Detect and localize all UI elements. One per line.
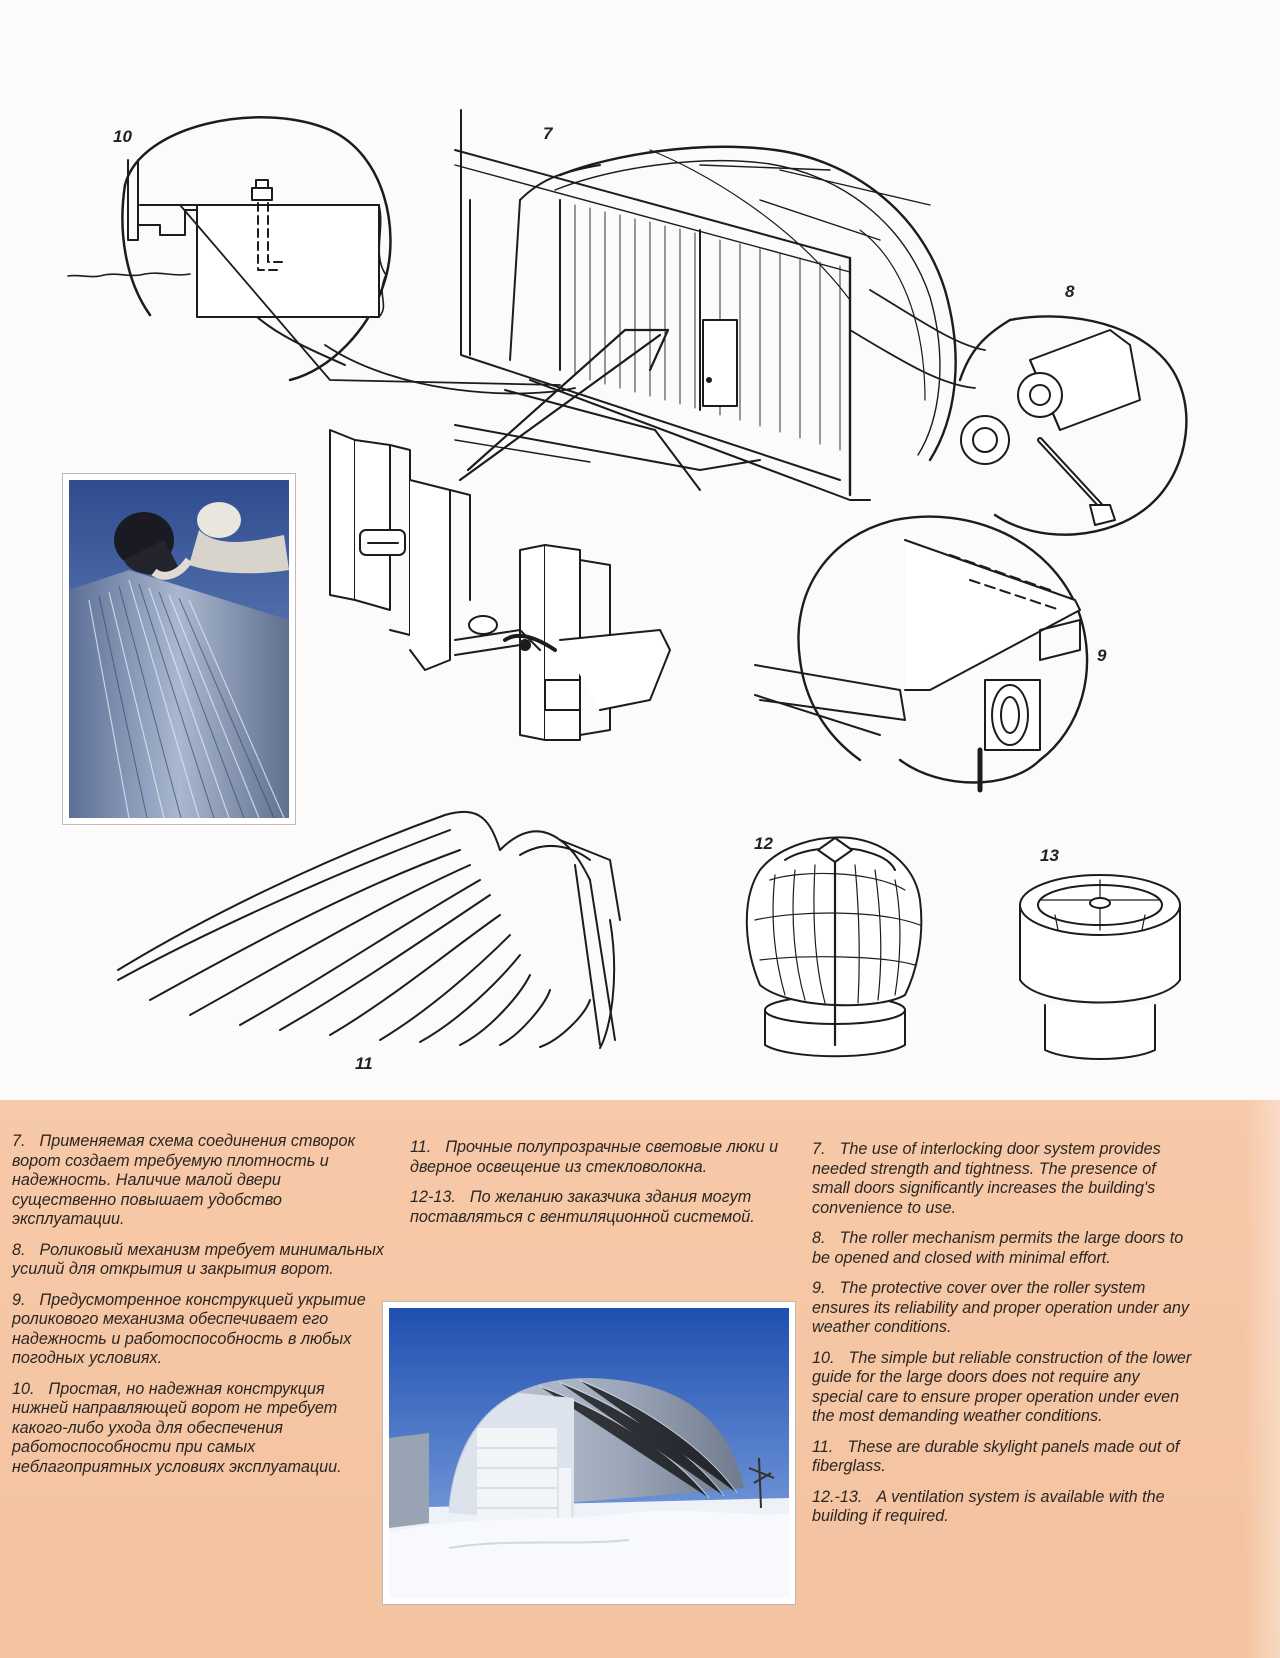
caption-text: The simple but reliable construction of the lower guide for the large doors does not require any special care to ensure proper operation under even the most demanding weather conditions. bbox=[812, 1348, 1192, 1425]
caption-en-11 bbox=[812, 1438, 1192, 1477]
photo-workers-on-roof-image bbox=[69, 480, 289, 818]
caption-en-12-13 bbox=[812, 1488, 1192, 1527]
caption-number: 12-13. bbox=[410, 1188, 456, 1206]
caption-text: Прочные полупрозрачные световые люки и дверное освещение из стекловолокна. bbox=[410, 1138, 779, 1176]
caption-number: 8. bbox=[12, 1240, 26, 1259]
caption-text: A ventilation system is available with the building if required. bbox=[812, 1487, 1165, 1525]
figure-13-static-ventilator bbox=[1020, 875, 1180, 1059]
caption-number: 9. bbox=[812, 1279, 826, 1297]
caption-number: 11. bbox=[410, 1138, 432, 1156]
caption-ru-9 bbox=[12, 1291, 384, 1369]
caption-text: Предусмотренное конструкцией укрытие роликового механизма обеспечивает его надежность и работоспособность в любых погодных условиях. bbox=[12, 1290, 366, 1367]
caption-number: 11. bbox=[812, 1437, 834, 1456]
figure-8-roller-mechanism bbox=[960, 316, 1186, 534]
caption-en-9 bbox=[812, 1279, 1192, 1338]
figure-11-skylight-panels bbox=[118, 812, 620, 1048]
caption-ru-11 bbox=[410, 1138, 782, 1177]
caption-text: The protective cover over the roller system ensures its reliability and proper operation under any weather conditions. bbox=[812, 1279, 1190, 1336]
caption-text: Роликовый механизм требует минимальных усилий для открытия и закрытия ворот. bbox=[12, 1240, 385, 1278]
caption-ru-12-13 bbox=[410, 1188, 782, 1227]
photo-arch-building-image bbox=[389, 1308, 789, 1598]
figure-12-number: 12 bbox=[754, 834, 773, 853]
figure-13-number: 13 bbox=[1040, 846, 1059, 865]
caption-number: 7. bbox=[812, 1140, 826, 1158]
figure-7-number: 7 bbox=[543, 124, 553, 143]
caption-number: 10. bbox=[12, 1379, 35, 1398]
figure-7-arch-building bbox=[455, 110, 985, 500]
figure-11-number: 11 bbox=[355, 1054, 373, 1073]
door-interlock-detail bbox=[330, 430, 670, 740]
caption-ru-10 bbox=[12, 1380, 384, 1478]
caption-text: These are durable skylight panels made out of fiberglass. bbox=[812, 1437, 1180, 1475]
figure-9-number: 9 bbox=[1097, 646, 1107, 665]
figure-12-turbine-ventilator bbox=[747, 837, 922, 1056]
caption-en-8 bbox=[812, 1229, 1192, 1268]
caption-text: The roller mechanism permits the large doors to be opened and closed with minimal effort. bbox=[812, 1229, 1184, 1267]
captions-russian-middle bbox=[410, 1138, 782, 1238]
caption-ru-7 bbox=[12, 1132, 384, 1230]
figure-9-roller-cover bbox=[755, 517, 1087, 790]
caption-text: Применяемая схема соединения створок ворот создает требуемую плотность и надежность. Наличие малой двери существенно повышает удобство эксплуатации. bbox=[12, 1132, 356, 1228]
photo-workers-on-roof bbox=[63, 474, 295, 824]
caption-number: 9. bbox=[12, 1290, 26, 1309]
caption-text: Простая, но надежная конструкция нижней направляющей ворот не требует какого-либо ухода для обеспечения работоспособности при самых неблагоприятных условиях эксплуатации. bbox=[12, 1379, 342, 1476]
caption-number: 8. bbox=[812, 1229, 826, 1247]
caption-en-10 bbox=[812, 1349, 1192, 1427]
figure-8-number: 8 bbox=[1065, 282, 1075, 301]
captions-russian-left bbox=[12, 1132, 384, 1488]
caption-ru-8 bbox=[12, 1241, 384, 1280]
caption-en-7 bbox=[812, 1140, 1192, 1218]
caption-number: 12.-13. bbox=[812, 1487, 863, 1506]
figure-10-number: 10 bbox=[113, 127, 132, 146]
captions-english bbox=[812, 1140, 1192, 1538]
caption-number: 7. bbox=[12, 1132, 26, 1150]
figure-10-lower-guide bbox=[68, 117, 575, 393]
photo-arch-building-winter bbox=[383, 1302, 795, 1604]
caption-text: По желанию заказчика здания могут поставляться с вентиляционной системой. bbox=[410, 1188, 755, 1226]
caption-text: The use of interlocking door system provides needed strength and tightness. The presence of small doors significantly increases the building's convenience to use. bbox=[812, 1140, 1161, 1217]
caption-number: 10. bbox=[812, 1348, 835, 1367]
